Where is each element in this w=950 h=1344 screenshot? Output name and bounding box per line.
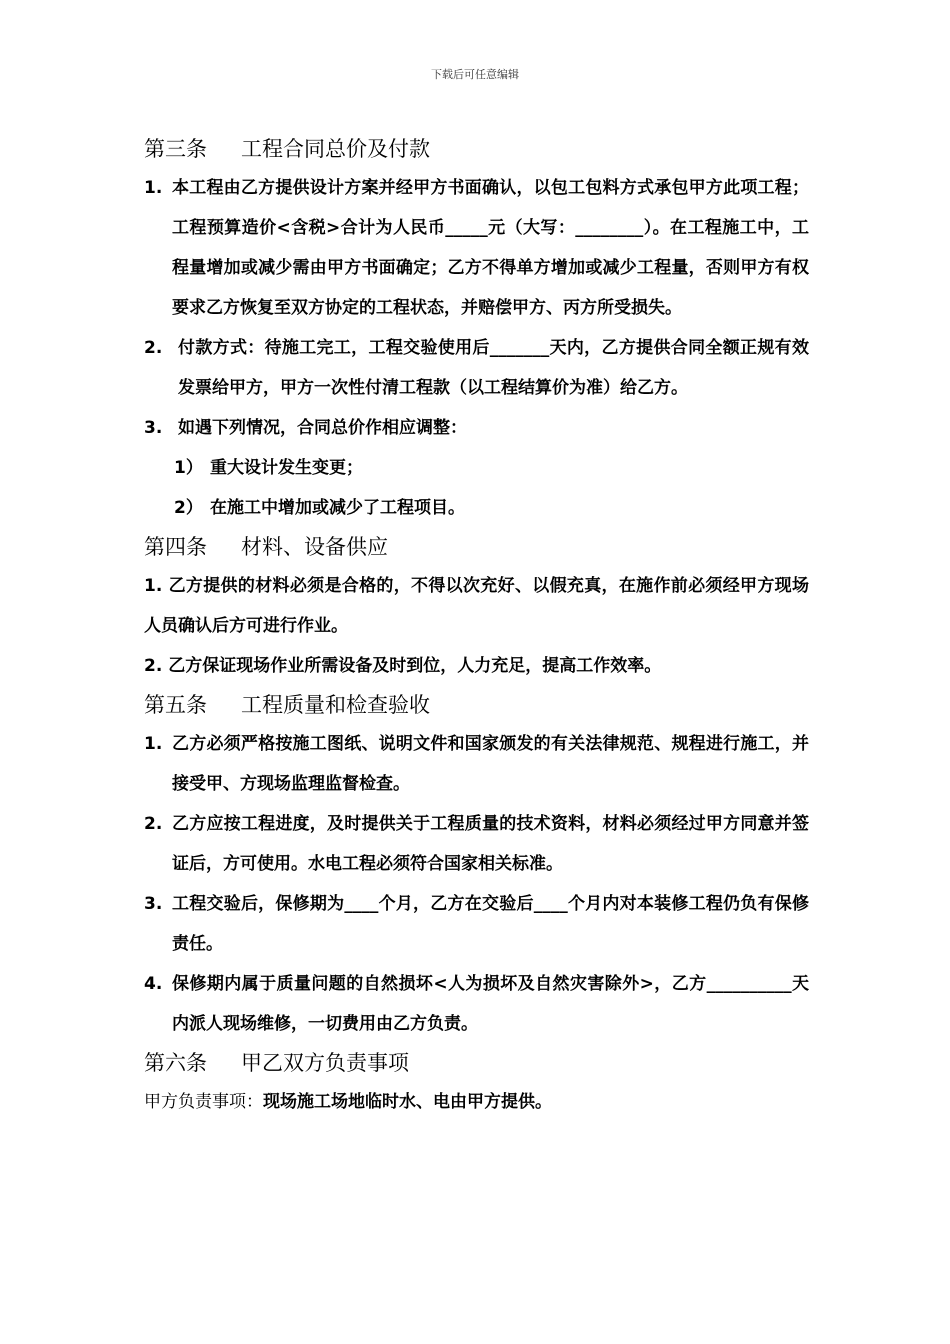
section-heading: 工程质量和检查验收 <box>241 693 430 717</box>
clause-item <box>144 804 809 884</box>
section-number: 第六条 <box>144 1051 207 1075</box>
section-title-5 <box>144 686 809 724</box>
clause-item <box>144 408 809 448</box>
section-title-4 <box>144 528 809 566</box>
subclause-number: 1） <box>174 458 203 478</box>
clause-item <box>144 328 809 408</box>
clause-number: 1. <box>144 178 163 198</box>
clause-number: 2. <box>144 814 163 834</box>
clause-text: 如遇下列情况，合同总价作相应调整： <box>178 418 467 438</box>
clause-item <box>144 724 809 804</box>
subclause-text: 重大设计发生变更； <box>210 458 363 478</box>
clause-text: 乙方必须严格按施工图纸、说明文件和国家颁发的有关法律规范、规程进行施工，并接受甲、方现场监理监督检查。 <box>172 734 809 794</box>
clause-item <box>144 884 809 964</box>
clause-item <box>144 168 809 328</box>
clause-text: 乙方提供的材料必须是合格的，不得以次充好、以假充真，在施作前必须经甲方现场人员确认后方可进行作业。 <box>144 576 809 636</box>
section-title-6 <box>144 1044 809 1082</box>
clause-item <box>144 964 809 1044</box>
clause-number: 2. <box>144 656 163 676</box>
clause-item <box>144 566 809 646</box>
section-heading: 材料、设备供应 <box>241 535 388 559</box>
section-heading: 工程合同总价及付款 <box>241 137 430 161</box>
responsibility-text: 现场施工场地临时水、电由甲方提供。 <box>263 1092 552 1112</box>
clause-text: 付款方式：待施工完工，工程交验使用后_______天内，乙方提供合同全额正规有效发票给甲方，甲方一次性付清工程款（以工程结算价为准）给乙方。 <box>178 338 809 398</box>
clause-number: 1. <box>144 734 163 754</box>
section-number: 第三条 <box>144 137 207 161</box>
subclause-number: 2） <box>174 498 203 518</box>
subclause-text: 在施工中增加或减少了工程项目。 <box>210 498 465 518</box>
clause-number: 4. <box>144 974 163 994</box>
page-header: 下载后可任意编辑 <box>431 68 519 81</box>
clause-number: 3. <box>144 418 163 438</box>
section-number: 第四条 <box>144 535 207 559</box>
section-number: 第五条 <box>144 693 207 717</box>
responsibility-line <box>144 1082 809 1122</box>
clause-number: 3. <box>144 894 163 914</box>
document-body <box>144 130 809 1122</box>
clause-number: 2. <box>144 338 163 358</box>
clause-text: 乙方应按工程进度，及时提供关于工程质量的技术资料，材料必须经过甲方同意并签证后，方可使用。水电工程必须符合国家相关标准。 <box>172 814 809 874</box>
clause-item <box>144 646 809 686</box>
clause-number: 1. <box>144 576 163 596</box>
clause-text: 保修期内属于质量问题的自然损坏<人为损坏及自然灾害除外>，乙方__________天内派人现场维修，一切费用由乙方负责。 <box>172 974 809 1034</box>
subclause-item <box>144 448 809 488</box>
subclause-item <box>144 488 809 528</box>
section-title-3 <box>144 130 809 168</box>
clause-text: 本工程由乙方提供设计方案并经甲方书面确认，以包工包料方式承包甲方此项工程；工程预算造价<含税>合计为人民币_____元（大写：________）。在工程施工中，工程量增加或减少需由甲方书面确定；乙方不得单方增加或减少工程量，否则甲方有权要求乙方恢复至双方协定的工程状态，并赔偿甲方、丙方所受损失。 <box>172 178 809 318</box>
section-heading: 甲乙双方负责事项 <box>241 1051 409 1075</box>
clause-text: 工程交验后，保修期为____个月，乙方在交验后____个月内对本装修工程仍负有保修责任。 <box>172 894 809 954</box>
clause-text: 乙方保证现场作业所需设备及时到位，人力充足，提高工作效率。 <box>168 656 662 676</box>
responsibility-lead: 甲方负责事项： <box>144 1092 263 1112</box>
